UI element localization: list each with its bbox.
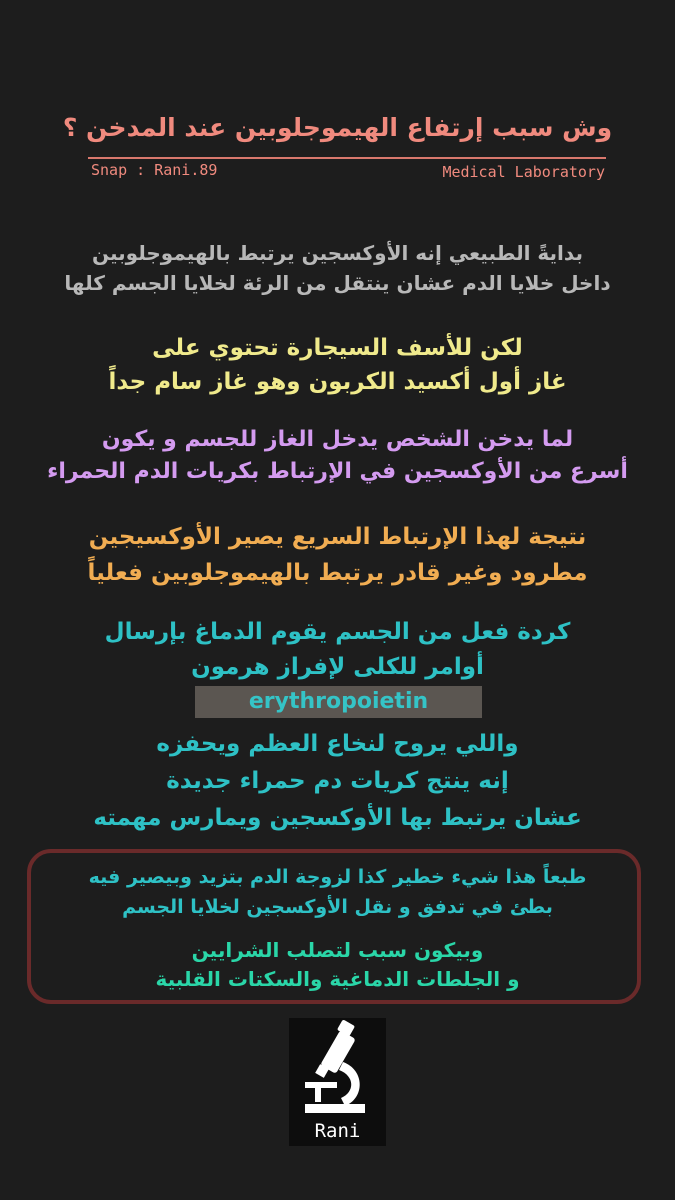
- warning-text-risks: [20, 936, 655, 994]
- rani-logo: [289, 1018, 386, 1146]
- paragraph-bone-marrow: [20, 726, 655, 837]
- paragraph-line: أوامر للكلى لإفراز هرمون: [191, 654, 484, 680]
- title-divider: [88, 157, 606, 159]
- paragraph-line: داخل خلايا الدم عشان ينتقل من الرئة لخلايا الجسم كلها: [64, 271, 611, 295]
- lab-label: Medical Laboratory: [442, 163, 605, 181]
- paragraph-binding: [20, 424, 655, 488]
- paragraph-line: عشان يرتبط بها الأوكسجين ويمارس مهمته: [93, 805, 582, 831]
- paragraph-line: واللي يروح لنخاع العظم ويحفزه: [156, 731, 519, 757]
- paragraph-line: إنه ينتج كريات دم حمراء جديدة: [166, 768, 509, 794]
- paragraph-line: غاز أول أكسيد الكربون وهو غاز سام جداً: [108, 369, 567, 395]
- paragraph-line: نتيجة لهذا الإرتباط السريع يصير الأوكسيجين: [88, 524, 587, 550]
- warning-line: بطئ في تدفق و نقل الأوكسجين لخلايا الجسم: [122, 896, 553, 918]
- microscope-icon: [299, 1018, 376, 1122]
- warning-line: طبعاً هذا شيء خطير كذا لزوجة الدم بتزيد وبيصير فيه: [88, 866, 587, 888]
- paragraph-line: كردة فعل من الجسم يقوم الدماغ بإرسال: [104, 619, 571, 645]
- paragraph-line: مطرود وغير قادر يرتبط بالهيموجلوبين فعلياً: [87, 560, 588, 586]
- paragraph-carbon-monoxide: [20, 331, 655, 399]
- paragraph-reaction: [20, 615, 655, 685]
- warning-line: وبيكون سبب لتصلب الشرايين: [191, 938, 484, 962]
- paragraph-line: لكن للأسف السيجارة تحتوي على: [152, 335, 523, 361]
- warning-text-viscosity: [20, 862, 655, 922]
- page-title: وش سبب إرتفاع الهيموجلوبين عند المدخن ؟: [62, 113, 613, 142]
- logo-name: Rani: [314, 1120, 361, 1142]
- paragraph-line: أسرع من الأوكسجين في الإرتباط بكريات الدم الحمراء: [47, 459, 628, 484]
- paragraph-line: لما يدخن الشخص يدخل الغاز للجسم و يكون: [101, 427, 574, 452]
- hormone-highlight: erythropoietin: [195, 686, 482, 718]
- paragraph-result: [20, 519, 655, 591]
- warning-line: و الجلطات الدماغية والسكتات القلبية: [155, 967, 520, 991]
- snap-handle: Snap : Rani.89: [91, 161, 218, 179]
- paragraph-intro: [20, 238, 655, 298]
- paragraph-line: بدايةً الطبيعي إنه الأوكسجين يرتبط بالهيموجلوبين: [92, 241, 583, 265]
